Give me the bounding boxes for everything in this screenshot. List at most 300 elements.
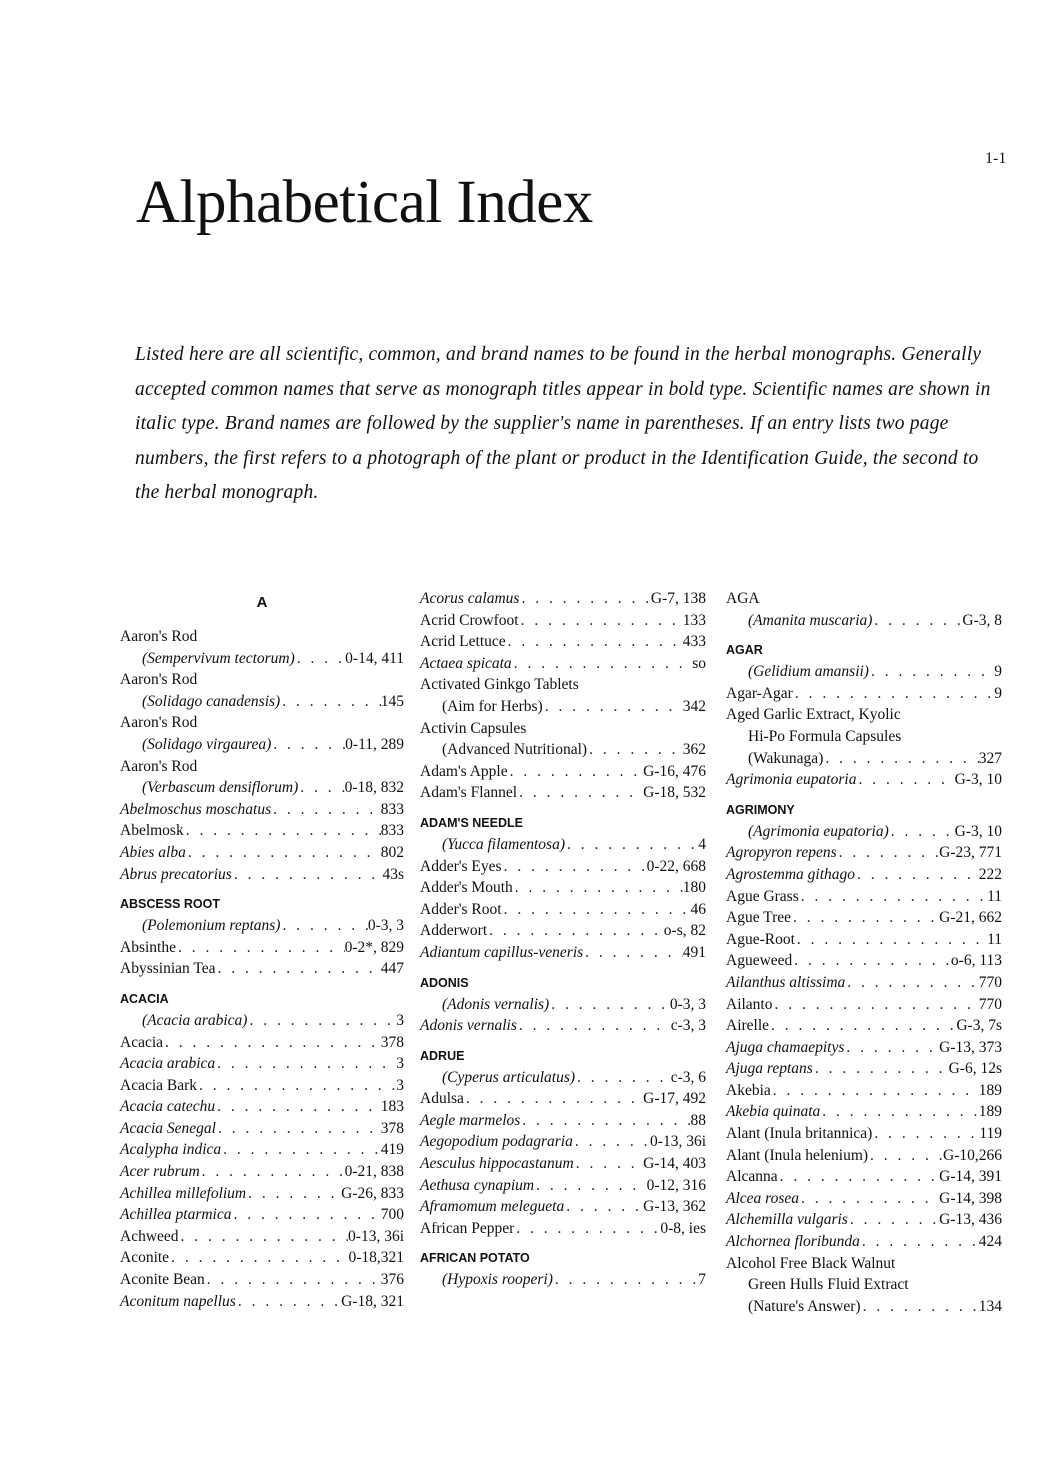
entry-name: Alchornea floribunda bbox=[726, 1233, 860, 1251]
entry-name: Activated Ginkgo Tablets bbox=[420, 676, 579, 694]
index-entry bbox=[726, 704, 1002, 726]
page-reference: G-18, 532 bbox=[643, 784, 706, 802]
index-entry bbox=[420, 834, 706, 856]
dot-leader bbox=[778, 1166, 940, 1188]
entry-name: Alcanna bbox=[726, 1168, 778, 1186]
entry-name: (Agrimonia eupatoria) bbox=[748, 822, 889, 840]
page-reference: 11 bbox=[987, 930, 1002, 948]
dot-leader bbox=[502, 899, 691, 921]
index-entry bbox=[120, 937, 404, 959]
intro-paragraph: Listed here are all scientific, common, and brand names to be found in the herbal monographs. Generally accepted common names that serve as monograph titles appear in bold type. Scientific names are shown in italic type. Brand names are followed by the supplier's name in parentheses. If an entry lists two page numbers, the first refers to a photograph of the plant or product in the Identification Guide, the second to the herbal monograph. bbox=[135, 344, 991, 504]
index-entry bbox=[120, 1075, 404, 1097]
index-entry bbox=[420, 942, 706, 964]
entry-name: Adam's Apple bbox=[420, 762, 508, 780]
index-entry bbox=[120, 842, 404, 864]
index-column-2 bbox=[420, 588, 706, 1291]
index-entry bbox=[120, 1269, 404, 1291]
dot-leader bbox=[844, 1037, 939, 1059]
dot-leader bbox=[573, 1131, 650, 1153]
index-entry bbox=[420, 653, 706, 675]
page-reference: 46 bbox=[690, 900, 706, 918]
index-column-1 bbox=[120, 588, 404, 1312]
index-entry bbox=[726, 1101, 1002, 1123]
page-reference: G-3, 10 bbox=[954, 822, 1002, 840]
index-entry bbox=[726, 1145, 1002, 1167]
dot-leader bbox=[823, 748, 978, 770]
entry-name: Abelmoschus moschatus bbox=[120, 800, 272, 818]
index-entry bbox=[726, 661, 1002, 683]
entry-name: Abyssinian Tea bbox=[120, 960, 216, 978]
page-reference: o-s, 82 bbox=[663, 922, 706, 940]
entry-name: Agueweed bbox=[726, 952, 793, 970]
dot-leader bbox=[280, 691, 381, 713]
dot-leader bbox=[564, 1196, 643, 1218]
entry-name: Acacia Senegal bbox=[120, 1119, 216, 1137]
entry-name: Abrus precatorius bbox=[120, 865, 232, 883]
index-entry bbox=[120, 691, 404, 713]
dot-leader bbox=[872, 1123, 979, 1145]
index-entry bbox=[420, 1067, 706, 1089]
entry-name: Adulsa bbox=[420, 1090, 464, 1108]
entry-name: (Nature's Answer) bbox=[748, 1297, 861, 1315]
entry-name: Ajuga reptans bbox=[726, 1060, 813, 1078]
dot-leader bbox=[246, 1183, 341, 1205]
page-reference: G-21, 662 bbox=[939, 909, 1002, 927]
entry-name: ADRUE bbox=[420, 1048, 465, 1063]
index-entry bbox=[120, 799, 404, 821]
entry-name: Alcohol Free Black Walnut bbox=[726, 1254, 896, 1272]
index-entry bbox=[420, 1015, 706, 1037]
dot-leader bbox=[793, 683, 994, 705]
entry-name: Agrimonia eupatoria bbox=[726, 771, 857, 789]
page-reference: 189 bbox=[978, 1103, 1002, 1121]
page-reference: 833 bbox=[380, 822, 404, 840]
dot-leader bbox=[773, 994, 979, 1016]
page-reference: 833 bbox=[380, 800, 404, 818]
dot-leader bbox=[216, 1118, 381, 1140]
dot-leader bbox=[799, 1188, 939, 1210]
page-reference: 342 bbox=[682, 697, 706, 715]
index-entry bbox=[120, 734, 404, 756]
index-entry bbox=[726, 1058, 1002, 1080]
dot-leader bbox=[519, 588, 650, 610]
index-entry bbox=[420, 674, 706, 696]
page-reference: 0-3, 3 bbox=[669, 995, 706, 1013]
page-reference: 770 bbox=[978, 995, 1002, 1013]
index-entry bbox=[120, 648, 404, 670]
index-entry bbox=[120, 626, 404, 648]
dot-leader bbox=[872, 610, 962, 632]
monograph-heading bbox=[420, 1247, 706, 1269]
dot-leader bbox=[247, 1010, 396, 1032]
page-reference: 0-21, 838 bbox=[344, 1163, 404, 1181]
dot-leader bbox=[792, 950, 951, 972]
index-entry bbox=[726, 950, 1002, 972]
entry-name: Acer rubrum bbox=[120, 1163, 200, 1181]
page-reference: 700 bbox=[380, 1206, 404, 1224]
index-entry bbox=[120, 669, 404, 691]
dot-leader bbox=[184, 820, 381, 842]
dot-leader bbox=[179, 1226, 349, 1248]
index-entry bbox=[420, 631, 706, 653]
dot-leader bbox=[216, 958, 381, 980]
entry-name: Aframomum melegueta bbox=[420, 1198, 565, 1216]
index-entry bbox=[120, 1010, 404, 1032]
entry-name: (Acacia arabica) bbox=[142, 1011, 248, 1029]
entry-name: Adder's Mouth bbox=[420, 879, 513, 897]
page-reference: 0-13, 36i bbox=[348, 1227, 404, 1245]
page-reference: G-13, 362 bbox=[643, 1198, 706, 1216]
entry-name: ADONIS bbox=[420, 975, 469, 990]
index-entry bbox=[420, 1153, 706, 1175]
entry-name: Alcea rosea bbox=[726, 1189, 800, 1207]
monograph-heading bbox=[420, 972, 706, 994]
page-number: 1-1 bbox=[985, 150, 1007, 167]
entry-name: (Hypoxis rooperi) bbox=[442, 1271, 553, 1289]
page-reference: G-3, 7s bbox=[956, 1017, 1002, 1035]
entry-name: Acalypha indica bbox=[120, 1141, 222, 1159]
page-reference: 43s bbox=[382, 865, 404, 883]
index-entry bbox=[420, 739, 706, 761]
page-reference: 378 bbox=[380, 1119, 404, 1137]
monograph-heading bbox=[726, 639, 1002, 661]
dot-leader bbox=[813, 1058, 949, 1080]
page-reference: 134 bbox=[978, 1297, 1002, 1315]
dot-leader bbox=[575, 1067, 671, 1089]
dot-leader bbox=[543, 696, 683, 718]
page-reference: 9 bbox=[994, 684, 1002, 702]
index-entry bbox=[726, 1188, 1002, 1210]
page-reference: 4 bbox=[698, 835, 706, 853]
dot-leader bbox=[169, 1247, 348, 1269]
index-entry bbox=[726, 1296, 1002, 1318]
dot-leader bbox=[513, 877, 683, 899]
page-reference: 362 bbox=[682, 741, 706, 759]
index-entry bbox=[726, 748, 1002, 770]
index-entry bbox=[726, 907, 1002, 929]
index-entry bbox=[726, 1166, 1002, 1188]
dot-leader bbox=[232, 864, 383, 886]
dot-leader bbox=[508, 761, 644, 783]
dot-leader bbox=[215, 1096, 381, 1118]
dot-leader bbox=[889, 821, 955, 843]
entry-name: Aged Garlic Extract, Kyolic bbox=[726, 706, 901, 724]
monograph-heading bbox=[120, 893, 404, 915]
entry-name: Ailanto bbox=[726, 995, 773, 1013]
index-entry bbox=[726, 1209, 1002, 1231]
page-reference: 0-2*, 829 bbox=[344, 938, 404, 956]
dot-leader bbox=[520, 1110, 690, 1132]
dot-leader bbox=[860, 1231, 979, 1253]
page-reference: 0-8, ies bbox=[660, 1219, 706, 1237]
entry-name: (Advanced Nutritional) bbox=[442, 741, 588, 759]
entry-name: Ailanthus altissima bbox=[726, 973, 846, 991]
monograph-heading bbox=[420, 812, 706, 834]
entry-name: Adderwort bbox=[420, 922, 488, 940]
index-column-3 bbox=[726, 588, 1002, 1317]
dot-leader bbox=[200, 1161, 345, 1183]
page-reference: 0-18, 832 bbox=[344, 779, 404, 797]
page-reference: 0-11, 289 bbox=[345, 735, 404, 753]
index-entry bbox=[726, 972, 1002, 994]
index-entry bbox=[420, 920, 706, 942]
entry-name: Aconite bbox=[120, 1249, 170, 1267]
dot-leader bbox=[791, 907, 939, 929]
page-reference: 0-12, 316 bbox=[646, 1176, 706, 1194]
entry-name: Aegopodium podagraria bbox=[420, 1133, 573, 1151]
page-reference: G-14, 398 bbox=[939, 1189, 1002, 1207]
dot-leader bbox=[848, 1209, 939, 1231]
entry-name: Acacia bbox=[120, 1033, 164, 1051]
page-reference: 183 bbox=[380, 1098, 404, 1116]
entry-name: African Pepper bbox=[420, 1219, 515, 1237]
entry-name: Agropyron repens bbox=[726, 844, 837, 862]
page-reference: G-26, 833 bbox=[341, 1184, 404, 1202]
index-entry bbox=[726, 1080, 1002, 1102]
page-reference: 9 bbox=[994, 663, 1002, 681]
dot-leader bbox=[295, 648, 345, 670]
dot-leader bbox=[868, 1145, 943, 1167]
dot-leader bbox=[232, 1204, 381, 1226]
dot-leader bbox=[514, 1218, 660, 1240]
index-entry bbox=[726, 1253, 1002, 1275]
page-reference: G-14, 391 bbox=[939, 1168, 1002, 1186]
entry-name: (Aim for Herbs) bbox=[442, 697, 543, 715]
page-reference: G-7, 138 bbox=[650, 590, 706, 607]
entry-name: Aaron's Rod bbox=[120, 671, 198, 689]
page-reference: c-3, 6 bbox=[670, 1068, 706, 1086]
dot-leader bbox=[574, 1153, 643, 1175]
page-reference: 802 bbox=[380, 843, 404, 861]
page-reference: 133 bbox=[682, 611, 706, 629]
dot-leader bbox=[855, 864, 979, 886]
entry-name: Achweed bbox=[120, 1227, 179, 1245]
index-entry bbox=[420, 1088, 706, 1110]
entry-name: (Gelidium amansii) bbox=[748, 663, 869, 681]
entry-name: Aaron's Rod bbox=[120, 714, 198, 732]
entry-name: Acacia Bark bbox=[120, 1076, 198, 1094]
index-entry bbox=[120, 1096, 404, 1118]
page-title: Alphabetical Index bbox=[136, 169, 593, 236]
dot-leader bbox=[587, 739, 683, 761]
dot-leader bbox=[464, 1088, 643, 1110]
dot-leader bbox=[271, 799, 381, 821]
entry-name: Akebia bbox=[726, 1081, 771, 1099]
index-entry bbox=[120, 1183, 404, 1205]
dot-leader bbox=[820, 1101, 978, 1123]
index-entry bbox=[420, 1196, 706, 1218]
page-reference: G-3, 10 bbox=[954, 771, 1002, 789]
index-entry bbox=[120, 1247, 404, 1269]
entry-name: Acacia arabica bbox=[120, 1055, 216, 1073]
entry-name: Adonis vernalis bbox=[420, 1017, 517, 1035]
page-reference: 447 bbox=[380, 960, 404, 978]
page-reference: 11 bbox=[987, 887, 1002, 905]
dot-leader bbox=[215, 1053, 396, 1075]
dot-leader bbox=[534, 1175, 647, 1197]
dot-leader bbox=[553, 1269, 698, 1291]
entry-name: Ague Grass bbox=[726, 887, 799, 905]
index-entry bbox=[120, 1053, 404, 1075]
index-entry bbox=[120, 1204, 404, 1226]
entry-name: Aethusa cynapium bbox=[420, 1176, 535, 1194]
entry-name: Actaea spicata bbox=[420, 654, 512, 672]
index-entry bbox=[120, 1291, 404, 1313]
page-reference: G-14, 403 bbox=[643, 1155, 706, 1173]
entry-name: (Solidago virgaurea) bbox=[142, 735, 272, 753]
entry-name: Aaron's Rod bbox=[120, 628, 198, 645]
index-entry bbox=[420, 877, 706, 899]
dot-leader bbox=[205, 1269, 381, 1291]
index-entry bbox=[420, 761, 706, 783]
page-reference: G-18, 321 bbox=[341, 1292, 404, 1310]
index-entry bbox=[726, 683, 1002, 705]
page-reference: 327 bbox=[978, 749, 1002, 767]
entry-name: Ague Tree bbox=[726, 909, 792, 927]
index-entry bbox=[120, 756, 404, 778]
index-entry bbox=[420, 856, 706, 878]
page-reference: 419 bbox=[380, 1141, 404, 1159]
index-entry bbox=[726, 1274, 1002, 1296]
entry-name: Green Hulls Fluid Extract bbox=[748, 1276, 909, 1294]
page-reference: G-10,266 bbox=[943, 1146, 1002, 1164]
entry-name: AGRIMONY bbox=[726, 802, 795, 817]
page-reference: 119 bbox=[979, 1125, 1002, 1143]
index-entry bbox=[120, 777, 404, 799]
index-entry bbox=[120, 1139, 404, 1161]
section-letter bbox=[120, 588, 404, 618]
index-entry bbox=[120, 1032, 404, 1054]
page-reference: 88 bbox=[690, 1111, 706, 1129]
entry-name: (Solidago canadensis) bbox=[142, 692, 281, 710]
index-entry bbox=[420, 899, 706, 921]
page-reference: 433 bbox=[682, 633, 706, 651]
entry-name: Abies alba bbox=[120, 843, 186, 861]
entry-name: (Yucca filamentosa) bbox=[442, 835, 565, 853]
index-entry bbox=[420, 1218, 706, 1240]
entry-name: Adiantum capillus-veneris bbox=[420, 943, 584, 961]
dot-leader bbox=[298, 777, 344, 799]
dot-leader bbox=[565, 834, 698, 856]
index-entry bbox=[420, 994, 706, 1016]
index-entry bbox=[120, 1118, 404, 1140]
page-reference: o-6, 113 bbox=[950, 952, 1002, 970]
index-entry bbox=[726, 769, 1002, 791]
entry-name: Aaron's Rod bbox=[120, 757, 198, 775]
entry-name: Hi-Po Formula Capsules bbox=[748, 727, 902, 745]
entry-name: A bbox=[256, 594, 268, 611]
entry-name: Aconite Bean bbox=[120, 1271, 205, 1289]
page-reference: 424 bbox=[978, 1233, 1002, 1251]
dot-leader bbox=[845, 972, 978, 994]
entry-name: (Adonis vernalis) bbox=[442, 995, 550, 1013]
index-entry bbox=[420, 1110, 706, 1132]
page-reference: G-6, 12s bbox=[948, 1060, 1002, 1078]
index-entry bbox=[420, 782, 706, 804]
dot-leader bbox=[271, 734, 345, 756]
index-entry bbox=[726, 1123, 1002, 1145]
entry-name: Agar-Agar bbox=[726, 684, 793, 702]
monograph-heading bbox=[726, 799, 1002, 821]
entry-name: Acrid Crowfoot bbox=[420, 611, 519, 629]
dot-leader bbox=[869, 661, 994, 683]
index-entry bbox=[420, 696, 706, 718]
page-reference: 189 bbox=[978, 1081, 1002, 1099]
entry-name: Alant (Inula britannica) bbox=[726, 1125, 873, 1143]
index-entry bbox=[726, 610, 1002, 632]
entry-name: (Cyperus articulatus) bbox=[442, 1068, 576, 1086]
entry-name: Acorus calamus bbox=[420, 590, 520, 607]
page-reference: G-3, 8 bbox=[962, 611, 1002, 629]
index-entry bbox=[420, 1131, 706, 1153]
dot-leader bbox=[799, 886, 987, 908]
index-entry bbox=[726, 994, 1002, 1016]
entry-name: Adder's Root bbox=[420, 900, 502, 918]
entry-name: Ague-Root bbox=[726, 930, 795, 948]
index-entry bbox=[726, 1037, 1002, 1059]
dot-leader bbox=[221, 1139, 381, 1161]
page-reference: 3 bbox=[396, 1011, 404, 1029]
page-reference: 378 bbox=[380, 1033, 404, 1051]
entry-name: (Verbascum densiflorum) bbox=[142, 779, 299, 797]
entry-name: ABSCESS ROOT bbox=[120, 897, 221, 912]
index-entry bbox=[726, 1015, 1002, 1037]
index-entry bbox=[120, 1226, 404, 1248]
page-reference: 0-18,321 bbox=[348, 1249, 404, 1267]
dot-leader bbox=[771, 1080, 979, 1102]
page-reference: 3 bbox=[396, 1076, 404, 1094]
dot-leader bbox=[583, 942, 683, 964]
index-entry bbox=[120, 958, 404, 980]
dot-leader bbox=[197, 1075, 396, 1097]
entry-name: Activin Capsules bbox=[420, 719, 527, 737]
page-reference: 222 bbox=[978, 865, 1002, 883]
entry-name: Ajuga chamaepitys bbox=[726, 1038, 845, 1056]
page-reference: 0-22, 668 bbox=[646, 857, 706, 875]
entry-name: AGA bbox=[726, 590, 760, 607]
dot-leader bbox=[549, 994, 670, 1016]
index-entry bbox=[726, 726, 1002, 748]
index-entry bbox=[726, 886, 1002, 908]
page-reference: G-17, 492 bbox=[643, 1090, 706, 1108]
entry-name: Agrostemma githago bbox=[726, 865, 856, 883]
dot-leader bbox=[856, 769, 954, 791]
dot-leader bbox=[186, 842, 381, 864]
index-entry bbox=[726, 842, 1002, 864]
page-reference: G-13, 373 bbox=[939, 1038, 1002, 1056]
entry-name: AGAR bbox=[726, 643, 763, 658]
dot-leader bbox=[176, 937, 345, 959]
page-reference: c-3, 3 bbox=[670, 1017, 706, 1035]
page-reference: 0-14, 411 bbox=[345, 649, 404, 667]
page-reference: 3 bbox=[396, 1055, 404, 1073]
dot-leader bbox=[512, 653, 693, 675]
dot-leader bbox=[795, 929, 987, 951]
entry-name: Alchemilla vulgaris bbox=[726, 1211, 848, 1229]
entry-name: Aconitum napellus bbox=[120, 1292, 236, 1310]
entry-name: ADAM'S NEEDLE bbox=[420, 815, 523, 830]
dot-leader bbox=[517, 1015, 671, 1037]
entry-name: AFRICAN POTATO bbox=[420, 1251, 530, 1266]
entry-name: Achillea millefolium bbox=[120, 1184, 247, 1202]
page-reference: 491 bbox=[682, 943, 706, 961]
index-entry bbox=[420, 1269, 706, 1291]
page-reference: 770 bbox=[978, 973, 1002, 991]
dot-leader bbox=[280, 915, 367, 937]
entry-name: Airelle bbox=[726, 1017, 770, 1035]
dot-leader bbox=[506, 631, 683, 653]
page-reference: G-16, 476 bbox=[643, 762, 706, 780]
